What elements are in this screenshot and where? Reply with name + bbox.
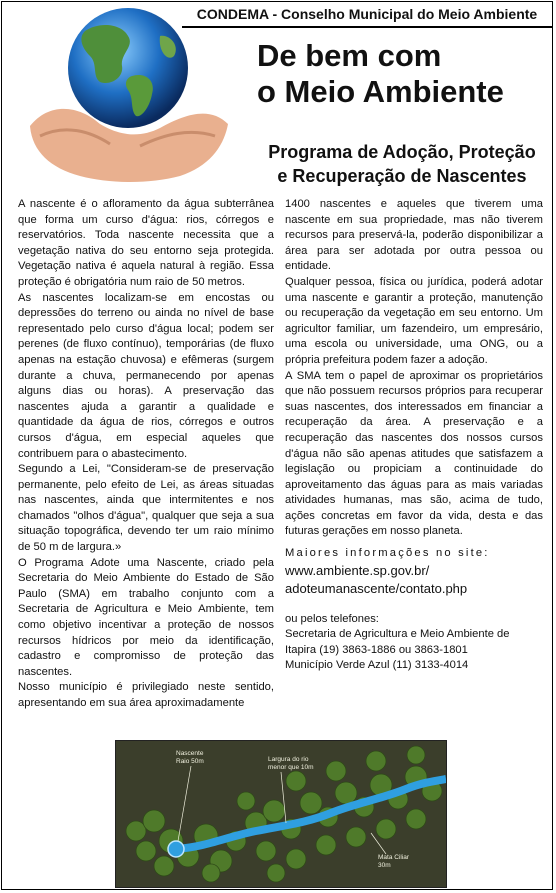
label-nascente-1: Nascente [176, 750, 204, 757]
paragraph-adoption: Qualquer pessoa, física ou jurídica, poderá adotar uma nascente e garantir a proteção, manutenção ou recuperação da vegetação em seu entorno. Um agricultor familiar, um fazendeiro, um empresário, uma escola ou universidade, uma ONG, ou a própria prefeitura podem fazer a adoção. [285, 275, 543, 366]
paragraph-types: As nascentes localizam-se em encostas ou depressões do terreno ou ainda no nível de base representado pelo curso d'água local; podem ser perenes (de fluxo contínuo), temporárias (de fluxo apenas na estação chuvosa) e efêmeras (surgem durante a chuva, permanecendo por apenas alguns dias ou horas). A preservação das nascentes ajuda a garantir a qualidade e quantidade da água de rios, córregos e outros cursos d'água, em especial aqueles que contribuem para o abastecimento. [18, 291, 274, 460]
phone-municipio-verde-azul: Município Verde Azul (11) 3133-4014 [285, 659, 469, 672]
subtitle-line-2: e Recuperação de Nascentes [277, 166, 527, 186]
title-line-1: De bem com [257, 38, 442, 73]
title-line-2: o Meio Ambiente [257, 74, 504, 109]
nascente-diagram [115, 740, 447, 888]
page-subtitle [253, 140, 551, 188]
left-column [18, 197, 274, 712]
paragraph-sma-role: A SMA tem o papel de aproximar os proprietários que não possuem recursos próprios para recuperar suas nascentes, dos interessados em financiar a recuperação da área. A preservação e a recuperação das nascentes dos nossos cursos d'água não são apenas atitudes que satisfazem a legislação ou propiciam a continuidade do aproveitamento das águas para as mais variadas atividades humanas, mas são, acima de tudo, ações concretas em favor da vida, desta e das futuras gerações em nosso planeta. [285, 369, 543, 538]
paragraph-continuation: 1400 nascentes e aqueles que tiverem uma nascente em sua propriedade, mas não tiverem recursos para preservá-la, poderão disponibilizar a área para ser adotada por outra pessoa ou entidade. [285, 198, 543, 273]
label-nascente-2: Raio 50m [176, 758, 204, 765]
website-link-line-2[interactable]: adoteumanascente/contato.php [285, 580, 468, 596]
more-info-label: Maiores informações no site: [285, 547, 490, 560]
subtitle-line-1: Programa de Adoção, Proteção [268, 142, 536, 162]
organization-header: CONDEMA - Conselho Municipal do Meio Ambiente [182, 4, 552, 28]
phones-label: ou pelos telefones: [285, 612, 379, 625]
paragraph-definition: A nascente é o afloramento da água subterrânea que forma um curso d'água: rios, córregos e reservatórios. Toda nascente necessita que a vegetação nativa do seu entorno seja protegida. Vegetação nativa é aquela natural à região. Essa proteção é obrigatória num raio de 50 metros. [18, 198, 274, 288]
paragraph-municipality: Nosso município é privilegiado neste sentido, apresentando em sua área aproximadamente [18, 681, 274, 709]
phone-secretaria: Secretaria de Agricultura e Meio Ambiente de Itapira (19) 3863-1886 ou 3863-1801 [285, 628, 510, 656]
label-mata-ciliar-1: Mata Ciliar [378, 854, 410, 861]
page-title [257, 38, 547, 110]
label-largura-2: menor que 10m [268, 764, 314, 771]
label-largura-1: Largura do rio [268, 756, 309, 763]
website-link-line-1[interactable]: www.ambiente.sp.gov.br/ [285, 562, 430, 578]
right-column [285, 197, 543, 674]
label-mata-ciliar-2: 30m [378, 862, 391, 869]
paragraph-law: Segundo a Lei, "Consideram-se de preservação permanente, pelo efeito de Lei, as áreas situadas nas nascentes, ainda que intermitentes e nos chamados "olhos d'água", qualquer que seja a sua situação topográfica, devendo ter um raio mínimo de 50 m de largura.» [18, 463, 274, 554]
globe-in-hands-image [10, 6, 242, 189]
paragraph-program: O Programa Adote uma Nascente, criado pela Secretaria do Meio Ambiente do Estado de São Paulo (SMA) em trabalho conjunto com a Secretaria de Agricultura e Meio Ambiente, tem como objetivo incentivar a proteção de nossos recursos hídricos por meio da identificação, cadastro e compromisso de proteção das nascentes. [18, 556, 274, 678]
